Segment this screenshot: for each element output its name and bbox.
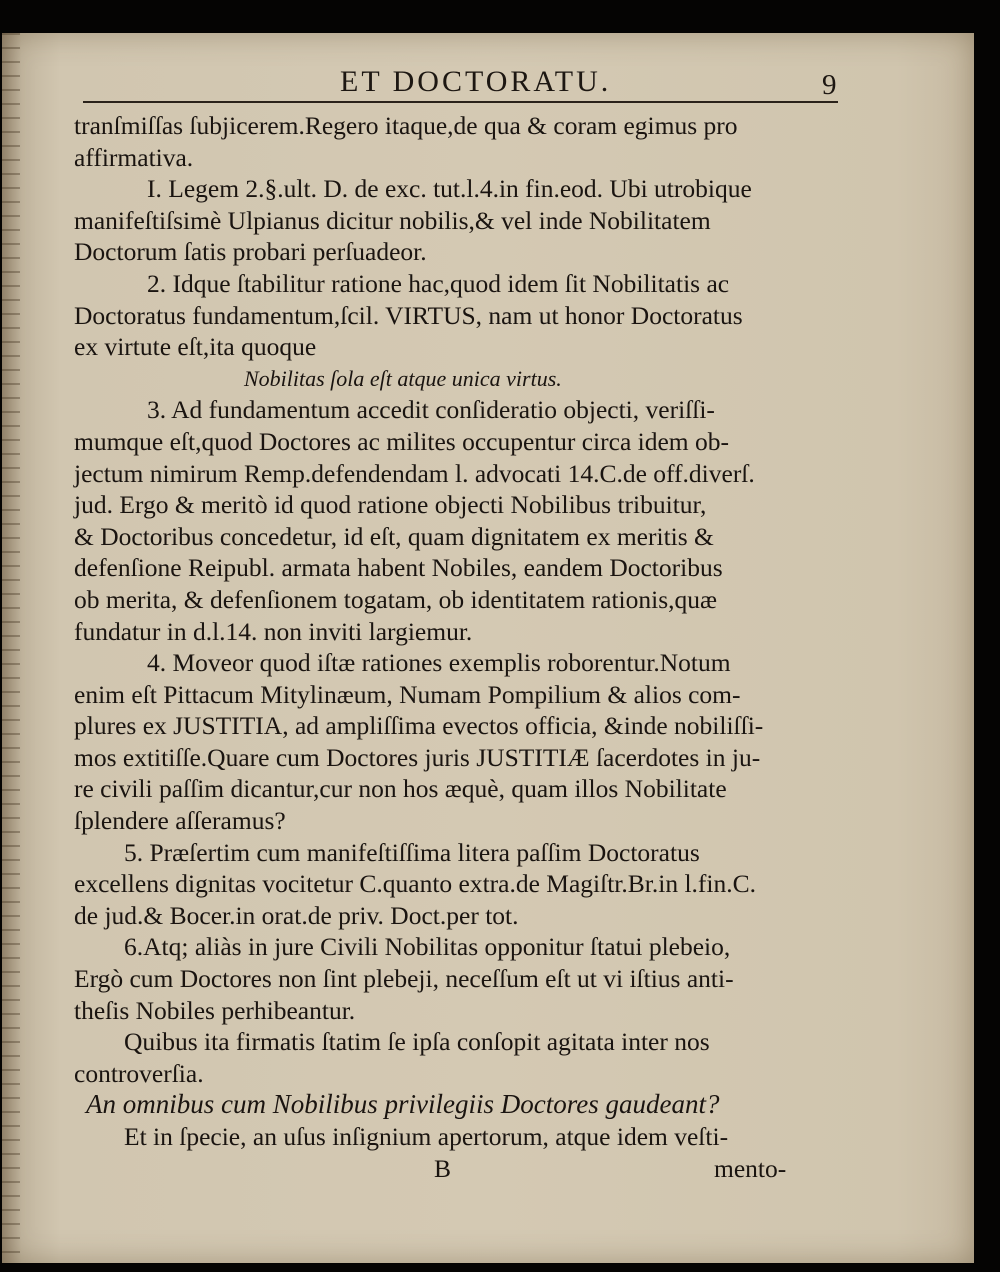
text-line: ſplendere aſſeramus? — [74, 806, 286, 836]
quoted-verse: Nobilitas ſola eſt atque unica virtus. — [244, 365, 562, 391]
text-body — [74, 110, 844, 1184]
section-heading: An omnibus cum Nobilibus privilegiis Doctores gaudeant? — [86, 1089, 720, 1120]
header-rule — [83, 101, 838, 103]
text-line: 3. Ad fundamentum accedit conſideratio objecti, veriſſi- — [147, 395, 715, 425]
text-line: controverſia. — [74, 1058, 204, 1088]
text-line: Doctoratus fundamentum,ſcil. VIRTUS, nam ut honor Doctoratus — [74, 300, 743, 330]
text-line: defenſione Reipubl. armata habent Nobiles, eandem Doctoribus — [74, 553, 723, 583]
text-line: manifeſtiſsimè Ulpianus dicitur nobilis,& vel inde Nobilitatem — [74, 205, 711, 235]
text-line: enim eſt Pittacum Mitylinæum, Numam Pompilium & alios com- — [74, 679, 741, 709]
page-number: 9 — [822, 69, 837, 101]
text-line: plures ex JUSTITIA, ad ampliſſima evectos officia, &inde nobiliſſi- — [74, 711, 764, 741]
text-line: re civili paſſim dicantur,cur non hos æquè, quam illos Nobilitate — [74, 774, 727, 804]
page-edge-shadow — [2, 33, 20, 1263]
text-line: jectum nimirum Remp.defendendam l. advocati 14.C.de off.diverſ. — [74, 458, 755, 488]
text-line: affirmativa. — [74, 142, 194, 172]
text-line: mumque eſt,quod Doctores ac milites occupentur circa idem ob- — [74, 426, 729, 456]
text-line: Doctorum ſatis probari perſuadeor. — [74, 237, 427, 267]
text-line: Et in ſpecie, an uſus inſignium apertorum, atque idem veſti- — [124, 1122, 729, 1151]
text-line: fundatur in d.l.14. non inviti largiemur. — [74, 616, 473, 646]
page-footer — [74, 1153, 844, 1185]
catchword: mento- — [714, 1153, 787, 1183]
text-line: 5. Præſertim cum manifeſtiſſima litera paſſim Doctoratus — [124, 837, 700, 867]
text-line: mos extitiſſe.Quare cum Doctores juris JUSTITIÆ ſacerdotes in ju- — [74, 742, 761, 772]
text-line: I. Legem 2.§.ult. D. de exc. tut.l.4.in fin.eod. Ubi utrobique — [147, 174, 752, 204]
text-line: 2. Idque ſtabilitur ratione hac,quod idem ſit Nobilitatis ac — [147, 268, 730, 298]
page-header — [0, 65, 1000, 105]
text-line: 6.Atq; aliàs in jure Civili Nobilitas opponitur ſtatui plebeio, — [124, 932, 731, 962]
text-line: excellens dignitas vocitetur C.quanto extra.de Magiſtr.Br.in l.fin.C. — [74, 869, 756, 899]
text-line: jud. Ergo & meritò id quod ratione objecti Nobilibus tribuitur, — [74, 490, 707, 520]
text-line: theſis Nobiles perhibeantur. — [74, 995, 356, 1025]
text-line: Ergò cum Doctores non ſint plebeji, neceſſum eſt ut vi iſtius anti- — [74, 964, 734, 994]
text-line: ex virtute eſt,ita quoque — [74, 332, 317, 362]
text-line: & Doctoribus concedetur, id eſt, quam dignitatem ex meritis & — [74, 521, 714, 551]
text-line: 4. Moveor quod iſtæ rationes exemplis roborentur.Notum — [147, 648, 731, 678]
signature-mark: B — [434, 1153, 452, 1183]
running-title: ET DOCTORATU. — [340, 65, 612, 98]
text-line: Quibus ita firmatis ſtatim ſe ipſa conſopit agitata inter nos — [124, 1027, 710, 1057]
text-line: de jud.& Bocer.in orat.de priv. Doct.per tot. — [74, 900, 519, 930]
text-line: ob merita, & defenſionem togatam, ob identitatem rationis,quæ — [74, 584, 718, 614]
text-line: tranſmiſſas ſubjicerem.Regero itaque,de qua & coram egimus pro — [74, 111, 738, 140]
